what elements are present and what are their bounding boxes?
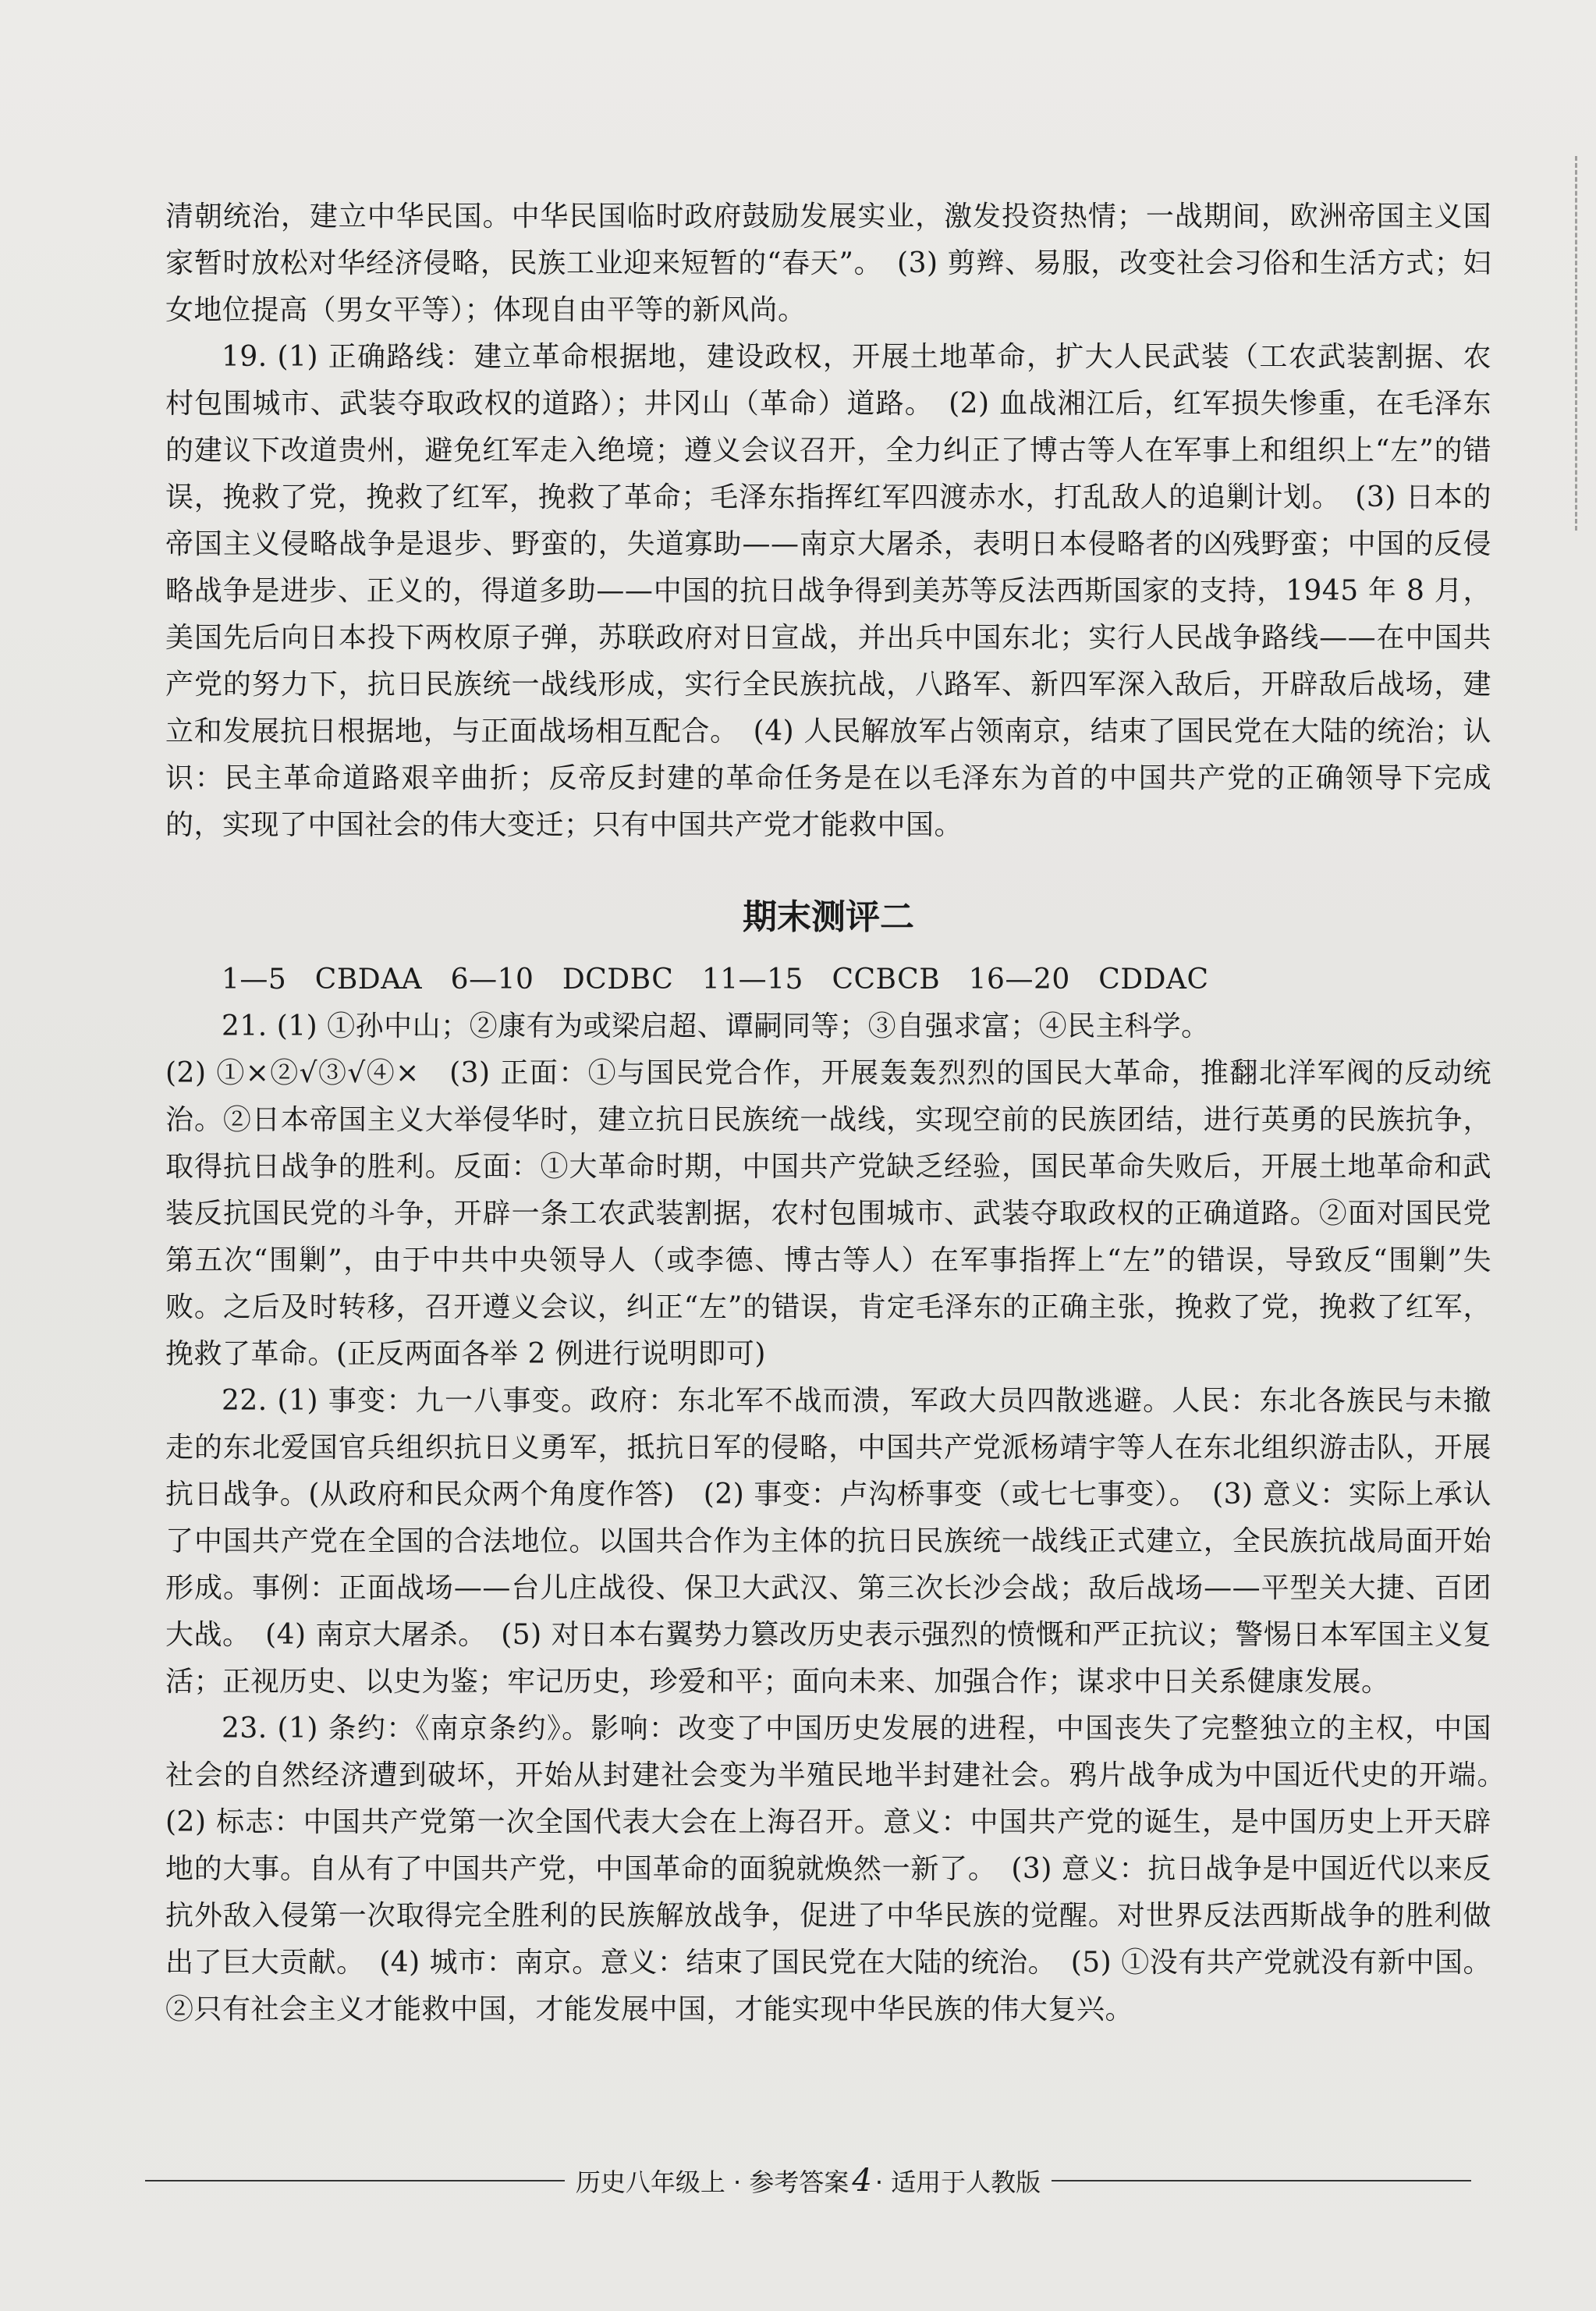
answer-22: 22. (1) 事变：九一八事变。政府：东北军不战而溃，军政大员四散逃避。人民：东北各族民与未撤走的东北爱国官兵组织抗日义勇军，抵抗日军的侵略，中国共产党派杨靖宇等人在东北组织游击队，开展抗日战争。(从政府和民众两个角度作答) (2) 事变：卢沟桥事变（或七七事变）。 (3) 意义：实际上承认了中国共产党在全国的合法地位。以国共合作为主体的抗日民族统一战线正式建立，全民族抗战局面开始形成。事例：正面战场——台儿庄战役、保卫大武汉、第三次长沙会战；敌后战场——平型关大捷、百团大战。 (4) 南京大屠杀。 (5) 对日本右翼势力篡改历史表示强烈的愤慨和严正抗议；警惕日本军国主义复活；正视历史、以史为鉴；牢记历史，珍爱和平；面向未来、加强合作；谋求中日关系健康发展。 xyxy=(165,1385,1491,1698)
footer-right-text: · 适用于人教版 xyxy=(874,2167,1041,2197)
answer-21-part1: 21. (1) ①孙中山；②康有为或梁启超、谭嗣同等；③自强求富；④民主科学。 xyxy=(222,1010,1210,1042)
section-title: 期末测评二 xyxy=(743,897,914,937)
page-number: 4 xyxy=(852,2163,872,2199)
page-footer xyxy=(145,2161,1471,2200)
answer-23: 23. (1) 条约：《南京条约》。影响：改变了中国历史发展的进程，中国丧失了完整独立的主权，中国社会的自然经济遭到破坏，开始从封建社会变为半殖民地半封建社会。鸦片战争成为中国近代史的开端。 (2) 标志：中国共产党第一次全国代表大会在上海召开。意义：中国共产党的诞生，是中国历史上开天辟地的大事。自从有了中国共产党，中国革命的面貌就焕然一新了。 (3) 意义：抗日战争是中国近代以来反抗外敌入侵第一次取得完全胜利的民族解放战争，促进了中华民族的觉醒。对世界反法西斯战争的胜利做出了巨大贡献。 (4) 城市：南京。意义：结束了国民党在大陆的统治。 (5) ①没有共产党就没有新中国。②只有社会主义才能救中国，才能发展中国，才能实现中华民族的伟大复兴。 xyxy=(165,1713,1520,2025)
answer-19: 19. (1) 正确路线：建立革命根据地，建设政权，开展土地革命，扩大人民武装（工农武装割据、农村包围城市、武装夺取政权的道路）；井冈山（革命）道路。 (2) 血战湘江后，红军损失惨重，在毛泽东的建议下改道贵州，避免红军走入绝境；遵义会议召开，全力纠正了博古等人在军事上和组织上“左”的错误，挽救了党，挽救了红军，挽救了革命；毛泽东指挥红军四渡赤水，打乱敌人的追剿计划。 (3) 日本的帝国主义侵略战争是退步、野蛮的，失道寡助——南京大屠杀，表明日本侵略者的凶残野蛮；中国的反侵略战争是进步、正义的，得道多助——中国的抗日战争得到美苏等反法西斯国家的支持，1945 年 8 月，美国先后向日本投下两枚原子弹，苏联政府对日宣战，并出兵中国东北；实行人民战争路线——在中国共产党的努力下，抗日民族统一战线形成，实行全民族抗战，八路军、新四军深入敌后，开辟敌后战场，建立和发展抗日根据地，与正面战场相互配合。 (4) 人民解放军占领南京，结束了国民党在大陆的统治；认识：民主革命道路艰辛曲折；反帝反封建的革命任务是在以毛泽东为首的中国共产党的正确领导下完成的，实现了中国社会的伟大变迁；只有中国共产党才能救中国。 xyxy=(165,341,1491,841)
footer-left-text: 历史八年级上 · 参考答案 xyxy=(575,2167,849,2197)
multiple-choice-answers: 1—5 CBDAA 6—10 DCDBC 11—15 CCBCB 16—20 CDDAC xyxy=(222,964,1209,996)
footer-rule-left xyxy=(145,2180,565,2181)
answer-content xyxy=(165,193,1520,2033)
paragraph-continuation: 清朝统治，建立中华民国。中华民国临时政府鼓励发展实业，激发投资热情；一战期间，欧洲帝国主义国家暂时放松对华经济侵略，民族工业迎来短暂的“春天”。 (3) 剪辫、易服，改变社会习俗和生活方式；妇女地位提高（男女平等）；体现自由平等的新风尚。 xyxy=(165,201,1491,326)
binding-edge-marks xyxy=(1569,156,1577,531)
answer-21-part2: (2) ①×②√③√④× (3) 正面：①与国民党合作，开展轰轰烈烈的国民大革命，推翻北洋军阀的反动统治。②日本帝国主义大举侵华时，建立抗日民族统一战线，实现空前的民族团结，进行英勇的民族抗争，取得抗日战争的胜利。反面：①大革命时期，中国共产党缺乏经验，国民革命失败后，开展土地革命和武装反抗国民党的斗争，开辟一条工农武装割据，农村包围城市、武装夺取政权的正确道路。②面对国民党第五次“围剿”，由于中共中央领导人（或李德、博古等人）在军事指挥上“左”的错误，导致反“围剿”失败。之后及时转移，召开遵义会议，纠正“左”的错误，肯定毛泽东的正确主张，挽救了党，挽救了红军，挽救了革命。(正反两面各举 2 例进行说明即可) xyxy=(165,1057,1491,1370)
footer-rule-right xyxy=(1052,2180,1471,2181)
footer-title xyxy=(565,2163,1052,2199)
